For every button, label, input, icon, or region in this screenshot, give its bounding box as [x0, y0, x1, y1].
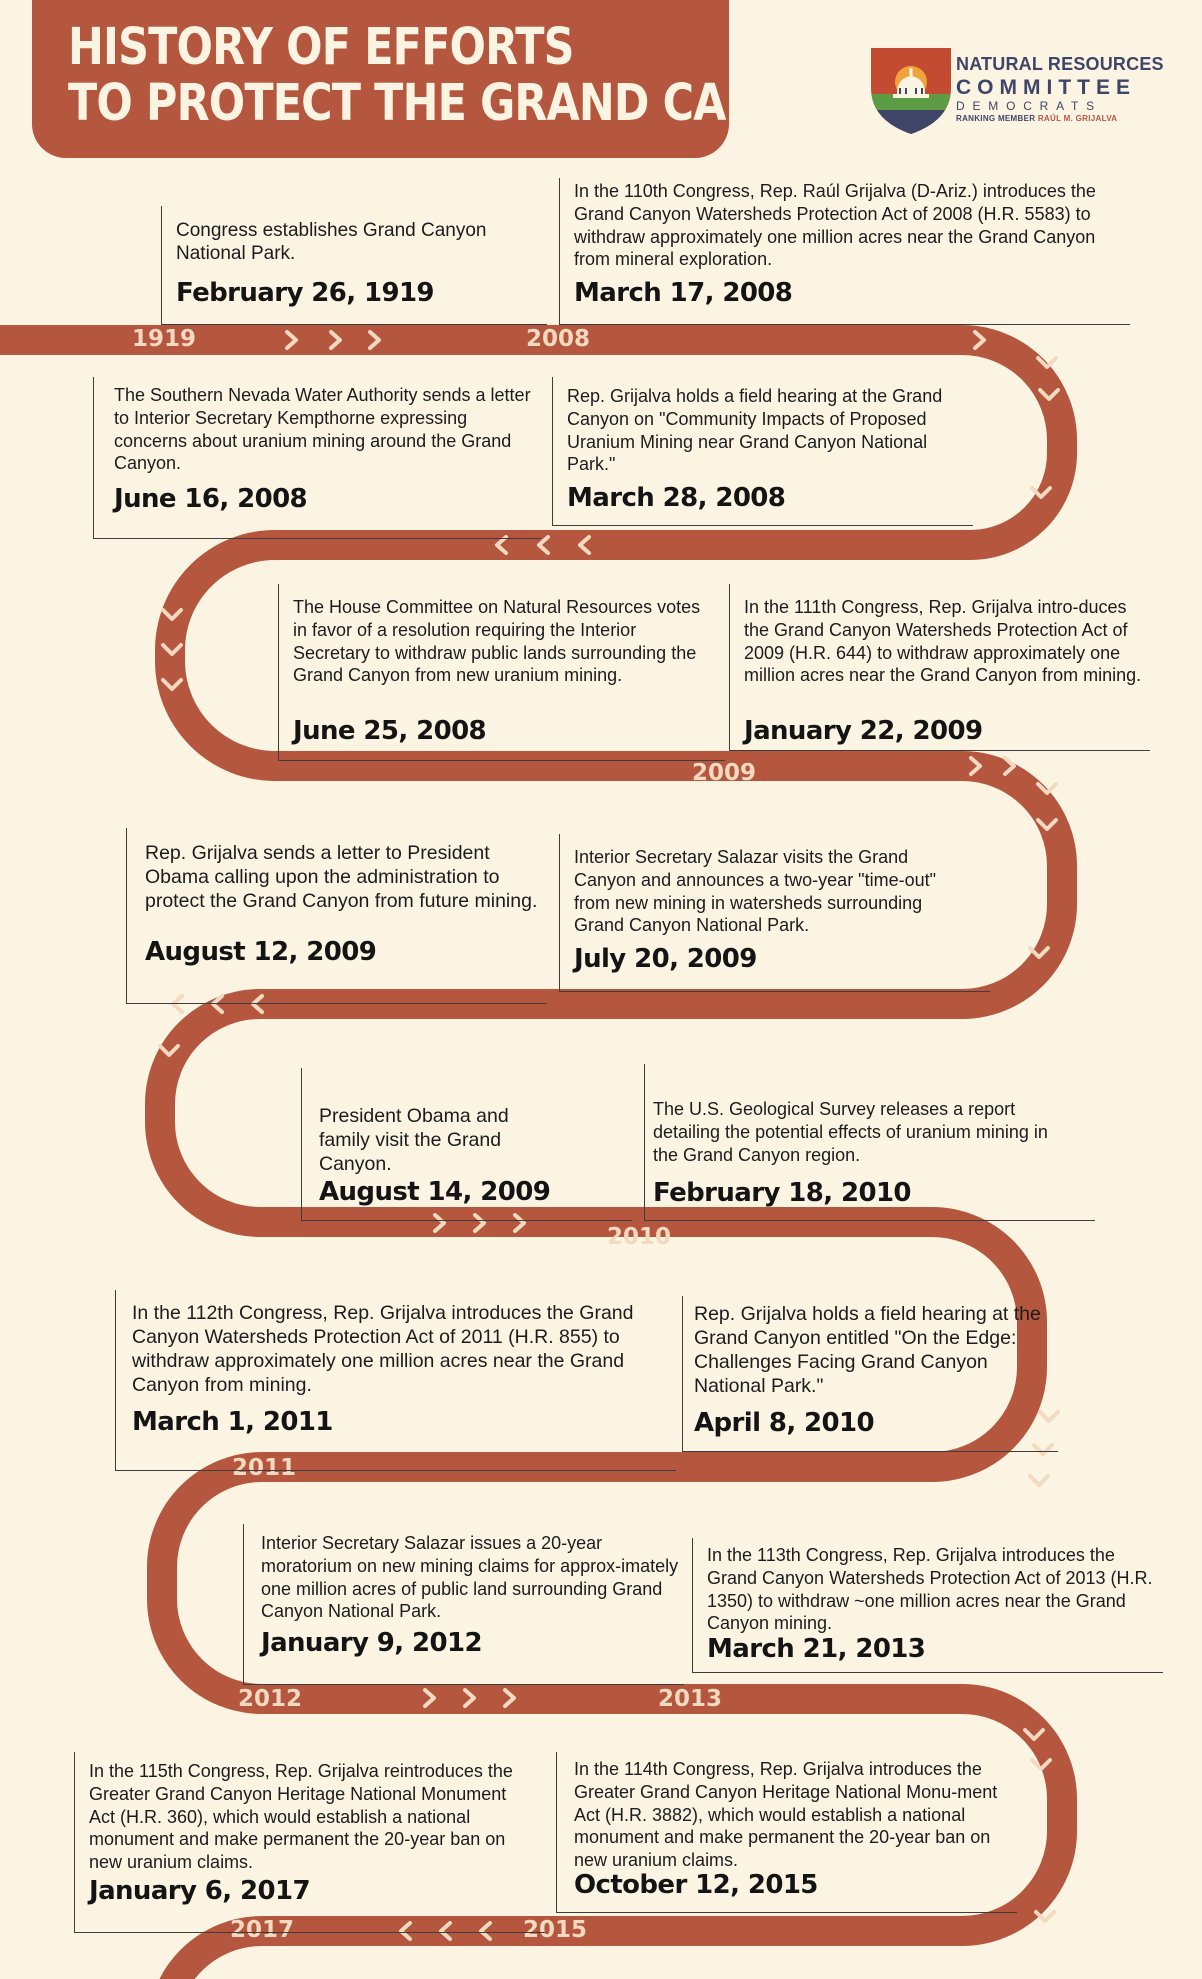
- event-description: President Obama and family visit the Grand Canyon.: [319, 1105, 509, 1175]
- event-description: Interior Secretary Salazar issues a 20-year moratorium on new mining claims for approx-imately one million acres of public land surrounding Grand Canyon National Park.: [261, 1533, 679, 1622]
- logo-line-4-name: RAÚL M. GRIJALVA: [1037, 114, 1118, 123]
- event-description: In the 115th Congress, Rep. Grijalva reintroduces the Greater Grand Canyon Heritage National Monument Act (H.R. 360), which would establish a national monument and make permanent the 20-year ban on new uranium claims.: [89, 1761, 513, 1873]
- event-date: August 14, 2009: [319, 1177, 551, 1207]
- logo-line-4-prefix: RANKING MEMBER: [956, 114, 1036, 123]
- event-description: The House Committee on Natural Resources votes in favor of a resolution requiring the Interior Secretary to withdraw public lands surrounding the Grand Canyon from new uranium mining.: [293, 597, 701, 686]
- event-2009-08-12: [126, 828, 547, 1004]
- event-2011-03-01: [115, 1290, 676, 1471]
- title-line-1: HISTORY OF EFFORTS: [68, 18, 574, 77]
- year-label-2010: 2010: [607, 1224, 672, 1250]
- event-date: January 6, 2017: [89, 1876, 310, 1906]
- logo-line-2: COMMITTEE: [956, 76, 1136, 99]
- year-label-2015: 2015: [523, 1917, 588, 1943]
- event-2015-10-12: [556, 1752, 1017, 1913]
- event-description: In the 114th Congress, Rep. Grijalva introduces the Greater Grand Canyon Heritage National Monu-ment Act (H.R. 3882), which would establish a national monument and make permanent the 20-year ban on new uranium claims.: [574, 1759, 998, 1871]
- event-2008-06-25: [278, 584, 725, 761]
- event-2009-07-20: [559, 834, 990, 992]
- event-date: March 1, 2011: [132, 1407, 333, 1437]
- event-1919-02-26: [161, 206, 547, 325]
- event-description: The U.S. Geological Survey releases a report detailing the potential effects of uranium mining in the Grand Canyon region.: [653, 1099, 1048, 1165]
- logo-line-3: DEMOCRATS: [956, 99, 1102, 113]
- event-2009-01-22: [729, 584, 1150, 751]
- event-date: January 22, 2009: [744, 716, 983, 746]
- event-date: March 28, 2008: [567, 483, 786, 513]
- event-description: Congress establishes Grand Canyon National Park.: [176, 220, 487, 264]
- title-line-2: TO PROTECT THE GRAND CANYON: [68, 74, 860, 133]
- event-2008-06-16: [93, 377, 541, 539]
- event-2009-08-14: [301, 1068, 632, 1221]
- event-description: Interior Secretary Salazar visits the Grand Canyon and announces a two-year "time-out" from new mining in watersheds surrounding Grand Canyon National Park.: [574, 847, 936, 936]
- year-label-2013: 2013: [658, 1686, 723, 1712]
- event-2008-03-28: [552, 377, 973, 526]
- event-date: January 9, 2012: [261, 1628, 482, 1658]
- event-description: The Southern Nevada Water Authority sends a letter to Interior Secretary Kempthorne expressing concerns about uranium mining around the Grand Canyon.: [114, 385, 531, 474]
- event-2010-04-08: [682, 1296, 1058, 1452]
- event-date: March 21, 2013: [707, 1634, 926, 1664]
- event-2012-01-09: [243, 1524, 684, 1685]
- event-date: June 16, 2008: [114, 484, 308, 514]
- event-description: Rep. Grijalva sends a letter to President Obama calling upon the administration to protect the Grand Canyon from future mining.: [145, 842, 538, 912]
- year-label-2017: 2017: [230, 1917, 295, 1943]
- event-date: February 26, 1919: [176, 278, 434, 308]
- event-2010-02-18: [644, 1064, 1095, 1221]
- event-description: In the 111th Congress, Rep. Grijalva intro-duces the Grand Canyon Watersheds Protection Act of 2009 (H.R. 644) to withdraw approximately one million acres near the Grand Canyon from mining.: [744, 597, 1142, 686]
- event-description: In the 110th Congress, Rep. Raúl Grijalva (D-Ariz.) introduces the Grand Canyon Watersheds Protection Act of 2008 (H.R. 5583) to withdraw approximately one million acres near the Grand Canyon from mineral exploration.: [574, 181, 1096, 270]
- event-description: Rep. Grijalva holds a field hearing at the Grand Canyon entitled "On the Edge: Challenges Facing Grand Canyon National Park.": [694, 1303, 1041, 1397]
- event-2013-03-21: [692, 1538, 1163, 1673]
- event-2017-01-06: [74, 1752, 545, 1933]
- event-date: August 12, 2009: [145, 937, 377, 967]
- event-2008-03-17: [559, 178, 1130, 325]
- event-date: July 20, 2009: [574, 944, 757, 974]
- event-date: October 12, 2015: [574, 1870, 818, 1900]
- event-date: June 25, 2008: [293, 716, 487, 746]
- year-label-2008: 2008: [526, 326, 591, 352]
- event-description: In the 113th Congress, Rep. Grijalva introduces the Grand Canyon Watersheds Protection Act of 2013 (H.R. 1350) to withdraw ~one million acres near the Grand Canyon mining.: [707, 1545, 1153, 1634]
- event-description: Rep. Grijalva holds a field hearing at the Grand Canyon on "Community Impacts of Proposed Uranium Mining near Grand Canyon National Park.": [567, 386, 943, 475]
- event-date: February 18, 2010: [653, 1178, 911, 1208]
- event-description: In the 112th Congress, Rep. Grijalva introduces the Grand Canyon Watersheds Protection Act of 2011 (H.R. 855) to withdraw approximately one million acres near the Grand Canyon from mining.: [132, 1302, 634, 1396]
- year-label-2011: 2011: [232, 1455, 297, 1481]
- year-label-2012: 2012: [238, 1686, 303, 1712]
- year-label-2009: 2009: [692, 760, 757, 786]
- year-label-1919: 1919: [132, 326, 197, 352]
- event-date: March 17, 2008: [574, 278, 793, 308]
- event-date: April 8, 2010: [694, 1408, 875, 1438]
- logo-line-1: NATURAL RESOURCES: [956, 54, 1164, 74]
